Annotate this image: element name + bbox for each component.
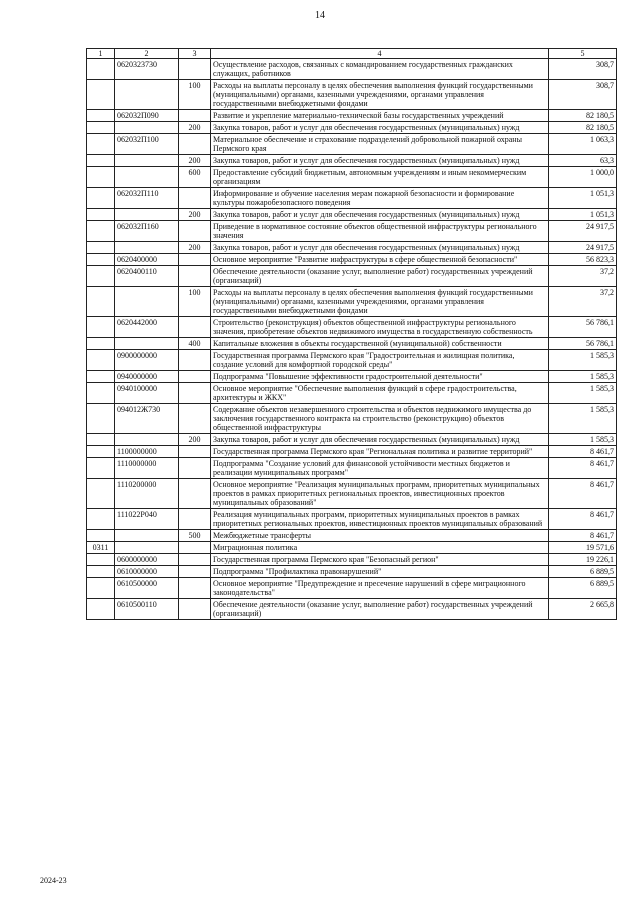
item-name-cell: Реализация муниципальных программ, приоритетных муниципальных проектов в рамках приоритетных региональных проектов, инвестиционных проектов муниципальных образований xyxy=(211,509,549,530)
section-code-cell xyxy=(87,509,115,530)
amount-cell: 1 063,3 xyxy=(549,134,617,155)
target-code-cell: 0940100000 xyxy=(115,383,179,404)
section-code-cell xyxy=(87,134,115,155)
target-code-cell xyxy=(115,542,179,554)
amount-cell: 1 585,3 xyxy=(549,434,617,446)
expense-type-cell: 100 xyxy=(179,287,211,317)
table-row xyxy=(87,434,617,446)
expense-type-cell: 200 xyxy=(179,209,211,221)
target-code-cell: 0900000000 xyxy=(115,350,179,371)
target-code-cell xyxy=(115,287,179,317)
item-name-cell: Строительство (реконструкция) объектов общественной инфраструктуры регионального значения, приобретение объектов недвижимого имущества в государственную собственность xyxy=(211,317,549,338)
target-code-cell: 1100000000 xyxy=(115,446,179,458)
target-code-cell: 062032П100 xyxy=(115,134,179,155)
amount-cell: 82 180,5 xyxy=(549,110,617,122)
expense-type-cell: 400 xyxy=(179,338,211,350)
item-name-cell: Обеспечение деятельности (оказание услуг, выполнение работ) государственных учреждений (организаций) xyxy=(211,266,549,287)
header-col-3: 3 xyxy=(179,49,211,59)
section-code-cell: 0311 xyxy=(87,542,115,554)
expense-type-cell xyxy=(179,350,211,371)
section-code-cell xyxy=(87,287,115,317)
item-name-cell: Основное мероприятие "Развитие инфраструктуры в сфере общественной безопасности" xyxy=(211,254,549,266)
item-name-cell: Подпрограмма "Создание условий для финансовой устойчивости местных бюджетов и реализации муниципальных программ" xyxy=(211,458,549,479)
item-name-cell: Закупка товаров, работ и услуг для обеспечения государственных (муниципальных) нужд xyxy=(211,155,549,167)
target-code-cell: 0620400000 xyxy=(115,254,179,266)
amount-cell: 82 180,5 xyxy=(549,122,617,134)
table-row xyxy=(87,167,617,188)
target-code-cell: 0620442000 xyxy=(115,317,179,338)
item-name-cell: Закупка товаров, работ и услуг для обеспечения государственных (муниципальных) нужд xyxy=(211,242,549,254)
section-code-cell xyxy=(87,317,115,338)
expense-type-cell: 500 xyxy=(179,530,211,542)
target-code-cell: 0610500000 xyxy=(115,578,179,599)
expense-type-cell xyxy=(179,317,211,338)
item-name-cell: Государственная программа Пермского края "Градостроительная и жилищная политика, создание условий для комфортной городской среды" xyxy=(211,350,549,371)
table-body xyxy=(87,59,617,620)
target-code-cell xyxy=(115,530,179,542)
table-row xyxy=(87,122,617,134)
expense-type-cell xyxy=(179,599,211,620)
item-name-cell: Обеспечение деятельности (оказание услуг, выполнение работ) государственных учреждений (организаций) xyxy=(211,599,549,620)
table-row xyxy=(87,110,617,122)
table-row xyxy=(87,566,617,578)
item-name-cell: Государственная программа Пермского края "Региональная политика и развитие территорий" xyxy=(211,446,549,458)
target-code-cell: 094012Ж730 xyxy=(115,404,179,434)
item-name-cell: Развитие и укрепление материально-технической базы государственных учреждений xyxy=(211,110,549,122)
target-code-cell: 0610000000 xyxy=(115,566,179,578)
page-number: 14 xyxy=(315,10,325,21)
section-code-cell xyxy=(87,122,115,134)
section-code-cell xyxy=(87,242,115,254)
target-code-cell xyxy=(115,434,179,446)
target-code-cell: 111022Р040 xyxy=(115,509,179,530)
item-name-cell: Информирование и обучение населения мерам пожарной безопасности и формирование культуры пожаробезопасного поведения xyxy=(211,188,549,209)
amount-cell: 308,7 xyxy=(549,59,617,80)
amount-cell: 56 786,1 xyxy=(549,338,617,350)
amount-cell: 1 000,0 xyxy=(549,167,617,188)
section-code-cell xyxy=(87,266,115,287)
target-code-cell: 062032П090 xyxy=(115,110,179,122)
item-name-cell: Государственная программа Пермского края "Безопасный регион" xyxy=(211,554,549,566)
expense-type-cell xyxy=(179,542,211,554)
amount-cell: 19 226,1 xyxy=(549,554,617,566)
table-row xyxy=(87,383,617,404)
section-code-cell xyxy=(87,458,115,479)
table-row xyxy=(87,266,617,287)
expense-type-cell xyxy=(179,554,211,566)
section-code-cell xyxy=(87,350,115,371)
section-code-cell xyxy=(87,554,115,566)
section-code-cell xyxy=(87,59,115,80)
section-code-cell xyxy=(87,167,115,188)
section-code-cell xyxy=(87,479,115,509)
table-row xyxy=(87,404,617,434)
amount-cell: 63,3 xyxy=(549,155,617,167)
table-row xyxy=(87,134,617,155)
section-code-cell xyxy=(87,434,115,446)
table-row xyxy=(87,578,617,599)
amount-cell: 56 823,3 xyxy=(549,254,617,266)
header-col-2: 2 xyxy=(115,49,179,59)
target-code-cell: 0940000000 xyxy=(115,371,179,383)
amount-cell: 8 461,7 xyxy=(549,458,617,479)
section-code-cell xyxy=(87,599,115,620)
item-name-cell: Расходы на выплаты персоналу в целях обеспечения выполнения функций государственными (муниципальными) органами, казенными учреждениями, органами управления государственными внебюджетными фондами xyxy=(211,287,549,317)
section-code-cell xyxy=(87,221,115,242)
expense-type-cell: 200 xyxy=(179,155,211,167)
amount-cell: 24 917,5 xyxy=(549,242,617,254)
target-code-cell xyxy=(115,155,179,167)
table-header-row xyxy=(87,49,617,59)
section-code-cell xyxy=(87,404,115,434)
section-code-cell xyxy=(87,383,115,404)
item-name-cell: Расходы на выплаты персоналу в целях обеспечения выполнения функций государственными (муниципальными) органами, казенными учреждениями, органами управления государственными внебюджетными фондами xyxy=(211,80,549,110)
target-code-cell: 062032П110 xyxy=(115,188,179,209)
amount-cell: 1 585,3 xyxy=(549,371,617,383)
amount-cell: 1 585,3 xyxy=(549,404,617,434)
item-name-cell: Осуществление расходов, связанных с командированием государственных гражданских служащих, работников xyxy=(211,59,549,80)
table-row xyxy=(87,287,617,317)
section-code-cell xyxy=(87,371,115,383)
section-code-cell xyxy=(87,188,115,209)
target-code-cell: 1110200000 xyxy=(115,479,179,509)
item-name-cell: Миграционная политика xyxy=(211,542,549,554)
expense-type-cell xyxy=(179,266,211,287)
amount-cell: 8 461,7 xyxy=(549,446,617,458)
target-code-cell xyxy=(115,122,179,134)
table-row xyxy=(87,599,617,620)
item-name-cell: Закупка товаров, работ и услуг для обеспечения государственных (муниципальных) нужд xyxy=(211,209,549,221)
expense-type-cell xyxy=(179,458,211,479)
target-code-cell: 1110000000 xyxy=(115,458,179,479)
amount-cell: 37,2 xyxy=(549,266,617,287)
target-code-cell xyxy=(115,167,179,188)
amount-cell: 37,2 xyxy=(549,287,617,317)
item-name-cell: Подпрограмма "Профилактика правонарушений" xyxy=(211,566,549,578)
expense-type-cell xyxy=(179,134,211,155)
table-row xyxy=(87,350,617,371)
expense-type-cell xyxy=(179,509,211,530)
item-name-cell: Подпрограмма "Повышение эффективности градостроительной деятельности" xyxy=(211,371,549,383)
table-row xyxy=(87,242,617,254)
target-code-cell: 062032П160 xyxy=(115,221,179,242)
section-code-cell xyxy=(87,446,115,458)
section-code-cell xyxy=(87,338,115,350)
header-col-4: 4 xyxy=(211,49,549,59)
target-code-cell xyxy=(115,80,179,110)
table-row xyxy=(87,371,617,383)
amount-cell: 56 786,1 xyxy=(549,317,617,338)
target-code-cell xyxy=(115,242,179,254)
expense-type-cell xyxy=(179,566,211,578)
item-name-cell: Основное мероприятие "Обеспечение выполнения функций в сфере градостроительства, архитектуры и ЖКХ" xyxy=(211,383,549,404)
header-col-1: 1 xyxy=(87,49,115,59)
section-code-cell xyxy=(87,209,115,221)
expense-type-cell xyxy=(179,446,211,458)
expense-type-cell xyxy=(179,383,211,404)
section-code-cell xyxy=(87,80,115,110)
table-row xyxy=(87,155,617,167)
amount-cell: 6 889,5 xyxy=(549,578,617,599)
expense-type-cell: 200 xyxy=(179,122,211,134)
header-col-5: 5 xyxy=(549,49,617,59)
item-name-cell: Основное мероприятие "Реализация муниципальных программ, приоритетных муниципальных проектов в рамках приоритетных региональных проектов, инвестиционных проектов муниципальных образований" xyxy=(211,479,549,509)
table-row xyxy=(87,254,617,266)
amount-cell: 308,7 xyxy=(549,80,617,110)
footer-code: 2024-23 xyxy=(40,876,67,885)
expense-type-cell: 600 xyxy=(179,167,211,188)
section-code-cell xyxy=(87,110,115,122)
item-name-cell: Предоставление субсидий бюджетным, автономным учреждениям и иным некоммерческим организациям xyxy=(211,167,549,188)
amount-cell: 1 585,3 xyxy=(549,350,617,371)
item-name-cell: Материальное обеспечение и страхование подразделений добровольной пожарной охраны Пермского края xyxy=(211,134,549,155)
table-row xyxy=(87,209,617,221)
amount-cell: 8 461,7 xyxy=(549,479,617,509)
table-row xyxy=(87,338,617,350)
item-name-cell: Межбюджетные трансферты xyxy=(211,530,549,542)
table-row xyxy=(87,59,617,80)
expense-type-cell xyxy=(179,404,211,434)
expense-type-cell xyxy=(179,578,211,599)
section-code-cell xyxy=(87,578,115,599)
table-row xyxy=(87,530,617,542)
table-row xyxy=(87,221,617,242)
expense-type-cell xyxy=(179,479,211,509)
section-code-cell xyxy=(87,530,115,542)
item-name-cell: Основное мероприятие "Предупреждение и пресечение нарушений в сфере миграционного законодательства" xyxy=(211,578,549,599)
target-code-cell: 0620400110 xyxy=(115,266,179,287)
table-row xyxy=(87,317,617,338)
section-code-cell xyxy=(87,254,115,266)
expense-type-cell xyxy=(179,371,211,383)
table-row xyxy=(87,188,617,209)
item-name-cell: Капитальные вложения в объекты государственной (муниципальной) собственности xyxy=(211,338,549,350)
section-code-cell xyxy=(87,566,115,578)
section-code-cell xyxy=(87,155,115,167)
amount-cell: 2 665,8 xyxy=(549,599,617,620)
expense-type-cell: 200 xyxy=(179,242,211,254)
expense-type-cell xyxy=(179,188,211,209)
expense-type-cell xyxy=(179,254,211,266)
expense-type-cell xyxy=(179,110,211,122)
target-code-cell xyxy=(115,209,179,221)
target-code-cell xyxy=(115,338,179,350)
item-name-cell: Закупка товаров, работ и услуг для обеспечения государственных (муниципальных) нужд xyxy=(211,434,549,446)
amount-cell: 8 461,7 xyxy=(549,530,617,542)
target-code-cell: 0600000000 xyxy=(115,554,179,566)
table-row xyxy=(87,542,617,554)
table-row xyxy=(87,446,617,458)
amount-cell: 1 051,3 xyxy=(549,188,617,209)
expense-type-cell: 200 xyxy=(179,434,211,446)
target-code-cell: 0610500110 xyxy=(115,599,179,620)
item-name-cell: Закупка товаров, работ и услуг для обеспечения государственных (муниципальных) нужд xyxy=(211,122,549,134)
table-row xyxy=(87,554,617,566)
amount-cell: 19 571,6 xyxy=(549,542,617,554)
amount-cell: 8 461,7 xyxy=(549,509,617,530)
amount-cell: 24 917,5 xyxy=(549,221,617,242)
amount-cell: 1 051,3 xyxy=(549,209,617,221)
expense-type-cell: 100 xyxy=(179,80,211,110)
item-name-cell: Содержание объектов незавершенного строительства и объектов недвижимого имущества до заключения государственного контракта на строительство (реконструкцию) объектов общественной инфраструктуры xyxy=(211,404,549,434)
amount-cell: 1 585,3 xyxy=(549,383,617,404)
expense-type-cell xyxy=(179,221,211,242)
budget-table xyxy=(86,48,617,620)
table-row xyxy=(87,80,617,110)
amount-cell: 6 889,5 xyxy=(549,566,617,578)
item-name-cell: Приведение в нормативное состояние объектов общественной инфраструктуры регионального значения xyxy=(211,221,549,242)
target-code-cell: 0620323730 xyxy=(115,59,179,80)
expense-type-cell xyxy=(179,59,211,80)
table-row xyxy=(87,479,617,509)
table-row xyxy=(87,509,617,530)
table-row xyxy=(87,458,617,479)
